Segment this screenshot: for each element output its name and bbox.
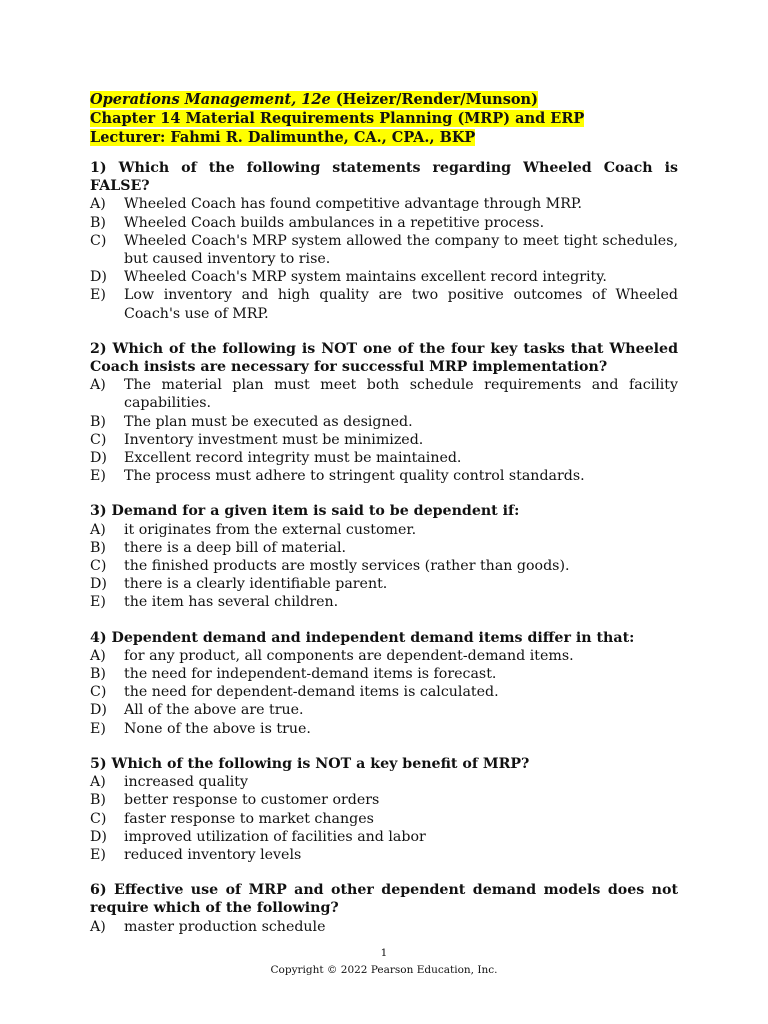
option-text: the finished products are mostly services (rather than goods). xyxy=(124,558,570,575)
option-text: The process must adhere to stringent quality control standards. xyxy=(124,468,585,485)
option-text: improved utilization of facilities and labor xyxy=(124,828,426,845)
answer-option xyxy=(90,195,678,213)
question-text: 4) Dependent demand and independent demand items differ in that: xyxy=(90,629,635,646)
option-text: the need for independent-demand items is forecast. xyxy=(124,666,497,683)
chapter-title: Chapter 14 Material Requirements Planning (MRP) and ERP xyxy=(90,110,585,127)
answer-option xyxy=(90,665,678,683)
option-text: master production schedule xyxy=(124,918,326,935)
option-letter: E) xyxy=(90,468,106,485)
header-lecturer-line xyxy=(90,128,678,147)
answer-option xyxy=(90,828,678,846)
copyright-notice: Copyright © 2022 Pearson Education, Inc. xyxy=(270,964,498,976)
option-text: increased quality xyxy=(124,774,248,791)
option-text: the item has several children. xyxy=(124,594,339,611)
option-letter: B) xyxy=(90,792,106,809)
answer-option xyxy=(90,376,678,412)
answer-option xyxy=(90,539,678,557)
answer-option xyxy=(90,720,678,738)
answer-option xyxy=(90,575,678,593)
option-text: Wheeled Coach's MRP system allowed the company to meet tight schedules, but caused inventory to rise. xyxy=(124,232,678,268)
answer-option xyxy=(90,413,678,431)
option-letter: C) xyxy=(90,431,107,448)
option-text: Wheeled Coach has found competitive advantage through MRP. xyxy=(124,196,583,213)
answer-option xyxy=(90,683,678,701)
question-text: 5) Which of the following is NOT a key benefit of MRP? xyxy=(90,755,530,772)
answer-option xyxy=(90,232,678,268)
answer-option xyxy=(90,918,678,936)
option-letter: A) xyxy=(90,196,106,213)
option-text: Low inventory and high quality are two positive outcomes of Wheeled Coach's use of MRP. xyxy=(124,287,678,322)
option-letter: B) xyxy=(90,214,106,231)
option-letter: A) xyxy=(90,774,106,791)
option-text: None of the above is true. xyxy=(124,720,311,737)
header-chapter-line xyxy=(90,109,678,128)
question-text: 3) Demand for a given item is said to be dependent if: xyxy=(90,503,520,520)
question-text: 6) Effective use of MRP and other dependent demand models does not require which of the following? xyxy=(90,882,678,917)
option-text: reduced inventory levels xyxy=(124,846,302,863)
option-letter: C) xyxy=(90,684,107,701)
answer-option xyxy=(90,557,678,575)
option-letter: A) xyxy=(90,647,106,664)
question-list xyxy=(90,159,678,936)
option-text: Wheeled Coach's MRP system maintains excellent record integrity. xyxy=(124,269,607,286)
option-letter: E) xyxy=(90,287,106,304)
option-letter: B) xyxy=(90,413,106,430)
answer-option xyxy=(90,810,678,828)
page-number: 1 xyxy=(380,947,388,959)
option-text: better response to customer orders xyxy=(124,792,380,809)
answer-option xyxy=(90,268,678,286)
question-item xyxy=(90,159,678,323)
option-letter: A) xyxy=(90,377,106,394)
question-item xyxy=(90,340,678,486)
answer-option xyxy=(90,214,678,232)
book-authors: (Heizer/Render/Munson) xyxy=(330,91,538,108)
answer-option xyxy=(90,431,678,449)
option-letter: A) xyxy=(90,521,106,538)
option-letter: C) xyxy=(90,558,107,575)
option-letter: E) xyxy=(90,846,106,863)
option-letter: E) xyxy=(90,594,106,611)
option-letter: A) xyxy=(90,918,106,935)
book-title: Operations Management, 12e xyxy=(90,91,331,108)
answer-option xyxy=(90,846,678,864)
option-letter: D) xyxy=(90,450,107,467)
answer-option xyxy=(90,701,678,719)
answer-option xyxy=(90,593,678,611)
option-letter: C) xyxy=(90,232,107,249)
answer-option xyxy=(90,791,678,809)
option-letter: B) xyxy=(90,539,106,556)
option-text: there is a deep bill of material. xyxy=(124,539,347,556)
option-text: All of the above are true. xyxy=(124,702,304,719)
answer-option xyxy=(90,773,678,791)
option-text: faster response to market changes xyxy=(124,810,374,827)
question-text: 2) Which of the following is NOT one of the four key tasks that Wheeled Coach insists are necessary for successful MRP implementation? xyxy=(90,340,678,376)
option-text: Excellent record integrity must be maintained. xyxy=(124,450,462,467)
question-item xyxy=(90,629,678,738)
option-text: there is a clearly identifiable parent. xyxy=(124,576,388,593)
answer-option xyxy=(90,286,678,322)
option-letter: C) xyxy=(90,810,107,827)
question-item xyxy=(90,881,678,936)
question-item xyxy=(90,502,678,611)
question-item xyxy=(90,755,678,864)
header-title-line xyxy=(90,90,678,109)
option-letter: D) xyxy=(90,269,107,286)
answer-option xyxy=(90,647,678,665)
option-letter: E) xyxy=(90,720,106,737)
option-letter: D) xyxy=(90,702,107,719)
option-text: Wheeled Coach builds ambulances in a repetitive process. xyxy=(124,214,545,231)
option-text: The plan must be executed as designed. xyxy=(124,413,413,430)
question-text: 1) Which of the following statements regarding Wheeled Coach is FALSE? xyxy=(90,160,678,195)
option-letter: B) xyxy=(90,666,106,683)
option-text: The material plan must meet both schedule requirements and facility capabilities. xyxy=(124,377,678,412)
option-letter: D) xyxy=(90,828,107,845)
lecturer-name: Lecturer: Fahmi R. Dalimunthe, CA., CPA., BKP xyxy=(90,129,476,146)
answer-option xyxy=(90,521,678,539)
option-text: for any product, all components are dependent-demand items. xyxy=(124,647,574,664)
answer-option xyxy=(90,449,678,467)
option-letter: D) xyxy=(90,576,107,593)
option-text: Inventory investment must be minimized. xyxy=(124,431,424,448)
option-text: it originates from the external customer. xyxy=(124,521,417,538)
document-header xyxy=(90,90,678,147)
option-text: the need for dependent-demand items is calculated. xyxy=(124,684,499,701)
answer-option xyxy=(90,467,678,485)
document-page xyxy=(90,90,678,953)
